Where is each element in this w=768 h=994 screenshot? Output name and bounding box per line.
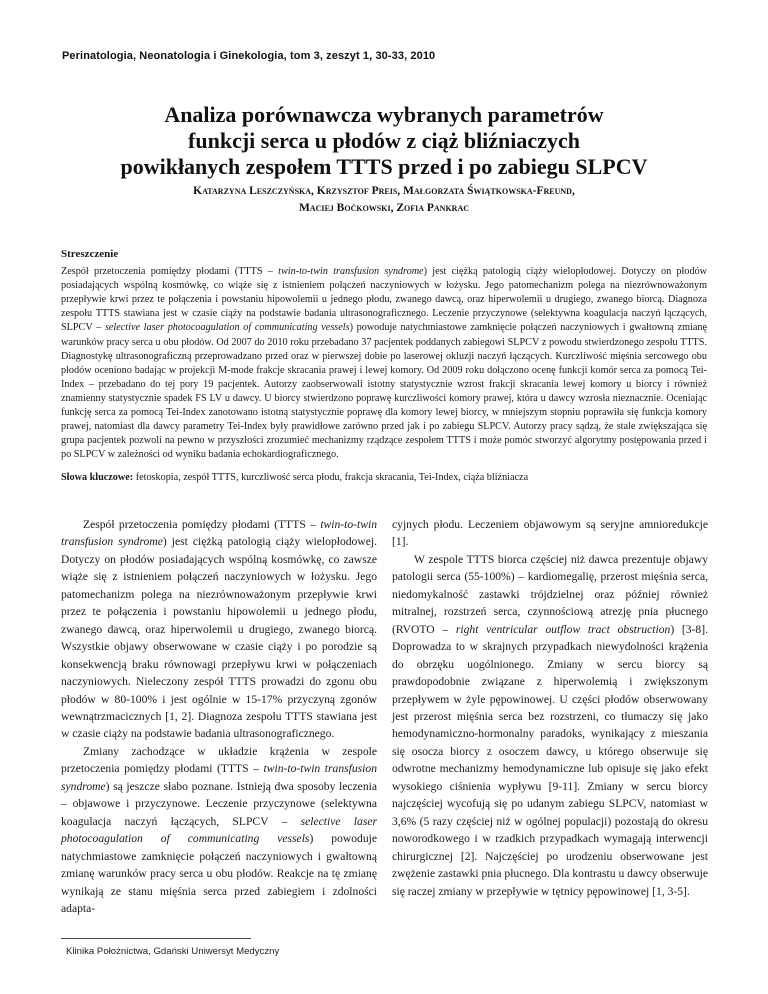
body-text: ) jest ciężką patologią ciąży wielopłodowej. Dotyczy on płodów posiadających wspólną kosmówkę, co zawsze wiąże się z istnieniem połączeń naczyniowych w łożysku. Jego patomechanizm polega na niezrównoważonym przepływie krwi przez te połączenia i powstaniu hipowolemii u jednego płodu, zwanego dawcą, oraz hiperwolemii u drugiego, zwanego biorcą. Wszystkie objawy obserwowane w czasie ciąży i po porodzie są konsekwencją braku równowagi przepływu krwi w połączeniach naczyniowych. Nieleczony zespół TTTS prowadzi do zgonu obu płodów w 80-100% i jest ogólnie w 15-17% przyczyną zgonów wewnątrzmacicznych [1, 2]. Diagnoza zespołu TTTS stawiana jest w czasie ciąży na podstawie badania ultrasonograficznego. xyxy=(61,535,377,741)
body-column-left xyxy=(61,516,377,917)
body-paragraph xyxy=(392,551,708,900)
body-text: Zmiany zachodzące w układzie krążenia w zespole przetoczenia pomiędzy płodami (TTTS – xyxy=(61,744,377,776)
title-line-2: funkcji serca u płodów z ciąż bliźniaczych xyxy=(188,128,580,153)
keywords-label: Słowa kluczowe: xyxy=(61,472,134,483)
body-text: Zespół przetoczenia pomiędzy płodami (TTTS – xyxy=(83,518,321,531)
footnote-affiliation: Klinika Położnictwa, Gdański Uniwersyt Medyczny xyxy=(66,946,280,957)
abstract-text xyxy=(61,265,707,462)
title-line-3: powikłanych zespołem TTTS przed i po zabiegu SLPCV xyxy=(120,154,648,179)
body-italic: right ventricular outflow tract obstruction xyxy=(455,622,671,636)
abstract-heading: Streszczenie xyxy=(61,248,119,260)
body-italic: twin-to-twin transfusion syndrome xyxy=(61,762,377,793)
keywords xyxy=(61,471,707,485)
running-head: Perinatologia, Neonatologia i Ginekologia, tom 3, zeszyt 1, 30-33, 2010 xyxy=(62,50,436,62)
authors-line-1: Katarzyna Leszczyńska, Krzysztof Preis, Małgorzata Świątkowska-Freund, xyxy=(193,185,575,197)
abstract-italic-1: twin-to-twin transfusion syndrome xyxy=(278,266,424,278)
body-italic: selective laser photocoagulation of communicating vessels xyxy=(61,814,377,846)
article-title xyxy=(60,102,708,180)
abstract-text-part-3: ) powoduje natychmiastowe zamknięcie połączeń naczyniowych i gwałtowną zmianę warunków pracy serca u obu płodów. Od 2007 do 2010 roku przebadano 37 pacjentek poddanych zabiegowi SLPCV z powodu stwierdzonego zespołu TTTS. Diagnostykę ultrasonograficzną przeprowadzano przed oraz w pierwszej dobie po laserowej okluzji naczyń łączących. Kurczliwość mięśnia sercowego obu płodów oceniono badając w projekcji M-mode frakcje skracania prawej i lewej komory. Od 2009 roku dołączono ocenę funkcji komór serca za pomocą Tei-Index – przebadano do tej pory 19 pacjentek. Autorzy zaobserwowali istotny statystycznie wzrost frakcji skracania lewej komory u biorcy i również znamienny statystycznie spadek FS LV u dawcy. U biorcy stwierdzono poprawę kurczliwości komory prawej, która u dawcy wzrosła nieznacznie. Oceniając funkcję serca za pomocą Tei-Index zanotowano istotną statystycznie poprawę dla komory lewej biorcy, w mniejszym stopniu poprawiła się funkcja komory prawej, natomiast dla dawcy parametry Tei-Index były prawidłowe zarówno przed jak i po zabiegu SLPCV. Autorzy pracy sądzą, że stale zwiększająca się grupa pacjentek pozwoli na pewno w przyszłości zrozumieć mechanizmy rządzące zespołem TTTS i może pomóc stworzyć algorytmy postępowania przed i po SLPCV w zależności od wyniku badania echokardiograficznego. xyxy=(61,322,707,461)
keywords-text: fetoskopia, zespół TTTS, kurczliwość serca płodu, frakcja skracania, Tei-Index, ciąża bliźniacza xyxy=(133,472,529,483)
body-text: ) powoduje natychmiastowe zamknięcie połączeń naczyniowych i gwałtowną zmianę warunków pracy serca u obu płodów. Reakcje na tę zmianę wynikają ze stanu mięśnia serca przed zabiegiem i zdolności adapta- xyxy=(61,832,378,915)
authors-line-2: Maciej Boćkowski, Zofia Pankrac xyxy=(298,202,470,214)
body-text: W zespole TTTS biorca częściej niż dawca prezentuje objawy patologii serca (55-100%) – kardiomegalię, przerost mięśnia serca, niedomykalność zastawki trójdzielnej oraz później również mitralnej, rozstrzeń serca, czynnościową atrezję pnia płucnego (RVOTO – xyxy=(392,552,708,636)
abstract-text-part-2: ) jest ciężką patologią ciąży wielopłodowej. Dotyczy on płodów posiadających wspólną kosmówkę, co wiąże się z istnieniem połączeń naczyniowych w łożysku. Jego patomechanizm polega na niezrównoważonym przepływie krwi przez te połączenia i powstaniu hipowolemii u jednego płodu, zwanego dawcą, oraz hiperwolemii u drugiego, zwanego biorcą. Diagnoza zespołu TTTS stawiana jest w czasie ciąży na podstawie badania ultrasonograficznego. Leczenie przyczynowe (selektywna koagulacja naczyń łączących, SLPCV – xyxy=(61,266,707,334)
body-column-right xyxy=(392,516,708,900)
author-list xyxy=(60,183,708,217)
footnote-rule xyxy=(61,938,251,939)
body-paragraph xyxy=(61,743,377,918)
abstract-italic-2: selective laser photocoagulation of communicating vessels xyxy=(104,322,350,334)
body-paragraph xyxy=(61,516,377,743)
title-line-1: Analiza porównawcza wybranych parametrów xyxy=(164,102,604,127)
body-text: ) są jeszcze słabo poznane. Istnieją dwa sposoby leczenia – objawowe i przyczynowe. Leczenie przyczynowe (selektywna koagulacja naczyń łączących, SLPCV – xyxy=(61,779,377,828)
body-text: ) [3-8]. Doprowadza to w skrajnych przypadkach niewydolności krążenia do obrzęku uogólnionego. Zmiany w sercu biorcy są prawdopodobnie związane z hiperwolemią i zwiększonym przepływem w żyle pępowinowej. U części płodów obserwowany jest przerost mięśnia serca bez rozstrzeni, co tłumaczy się jako hemodynamiczno-hormonalny paradoks, wynikający z mieszania się osocza biorcy z osoczem dawcy, u którego obserwuje się odwrotne mechanizmy hemodynamiczne lub opisuje się jako efekt wysokiego ciśnienia wypływu [9-11]. Zmiany w sercu biorcy najczęściej wycofują się po udanym zabiegu SLPCV, natomiast w 3,6% (5 razy częściej niż w ogólnej populacji) pozostają do okresu noworodkowego i w rzadkich przypadkach wymagają interwencji chirurgicznej [2]. Najczęściej po urodzeniu obserwowane jest zwężenie zastawki pnia płucnego. Dla kontrastu u dawcy obserwuje się raczej zmiany w przepływie w tętnicy pępowinowej [1, 3-5]. xyxy=(392,622,708,898)
body-paragraph: cyjnych płodu. Leczeniem objawowym są seryjne amnioredukcje [1]. xyxy=(392,518,708,549)
body-italic: twin-to-twin transfusion syndrome xyxy=(61,518,377,549)
abstract-text-part-1: Zespół przetoczenia pomiędzy płodami (TTTS – xyxy=(61,266,279,278)
abstract xyxy=(61,247,707,462)
